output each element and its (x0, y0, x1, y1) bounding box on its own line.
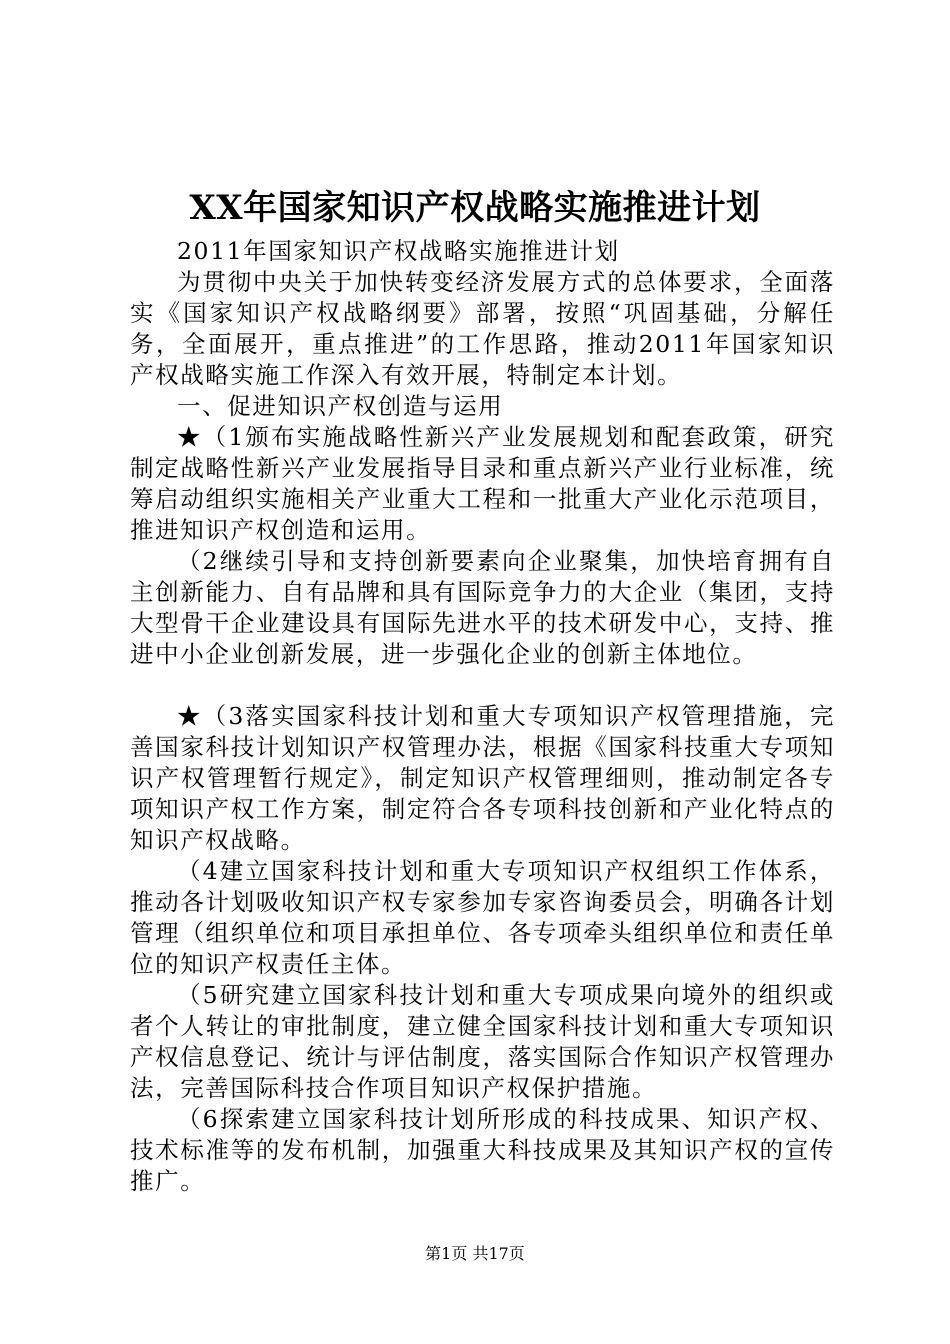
section-heading: 一、促进知识产权创造与运用 (177, 392, 504, 420)
document-title: XX年国家知识产权战略实施推进计划 (189, 188, 761, 228)
page-footer: 第1页 共17页 (425, 1244, 525, 1263)
paragraph-gap (130, 670, 835, 701)
paragraph-item-6: （6探索建立国家科技计划所形成的科技成果、知识产权、技术标准等的发布机制，加强重大科技成果及其知识产权的宣传推广。 (130, 1105, 835, 1195)
paragraph-subtitle: 2011年国家知识产权战略实施推进计划 (177, 237, 620, 265)
paragraph-item-4: （4建立国家科技计划和重大专项知识产权组织工作体系，推动各计划吸收知识产权专家参加专家咨询委员会，明确各计划管理（组织单位和项目承担单位、各专项牵头组织单位和责任单位的知识产权责任主体。 (130, 857, 835, 978)
paragraph-item-1: ★（1颁布实施战略性新兴产业发展规划和配套政策，研究制定战略性新兴产业发展指导目录和重点新兴产业行业标准，统筹启动组织实施相关产业重大工程和一批重大产业化示范项目，推进知识产权创造和运用。 (130, 423, 835, 544)
paragraph-intro: 为贯彻中央关于加快转变经济发展方式的总体要求，全面落实《国家知识产权战略纲要》部署，按照“巩固基础，分解任务，全面展开，重点推进”的工作思路，推动2011年国家知识产权战略实施工作深入有效开展，特制定本计划。 (130, 268, 835, 389)
paragraph-item-5: （5研究建立国家科技计划和重大专项成果向境外的组织或者个人转让的审批制度，建立健全国家科技计划和重大专项知识产权信息登记、统计与评估制度，落实国际合作知识产权管理办法，完善国际科技合作项目知识产权保护措施。 (130, 981, 835, 1102)
paragraph-item-2: （2继续引导和支持创新要素向企业聚集，加快培育拥有自主创新能力、自有品牌和具有国际竞争力的大企业（集团，支持大型骨干企业建设具有国际先进水平的技术研发中心，支持、推进中小企业创新发展，进一步强化企业的创新主体地位。 (130, 547, 835, 668)
document-body (130, 236, 835, 1197)
paragraph-item-3: ★（3落实国家科技计划和重大专项知识产权管理措施，完善国家科技计划知识产权管理办法，根据《国家科技重大专项知识产权管理暂行规定》，制定知识产权管理细则，推动制定各专项知识产权工作方案，制定符合各专项科技创新和产业化特点的知识产权战略。 (130, 702, 835, 854)
